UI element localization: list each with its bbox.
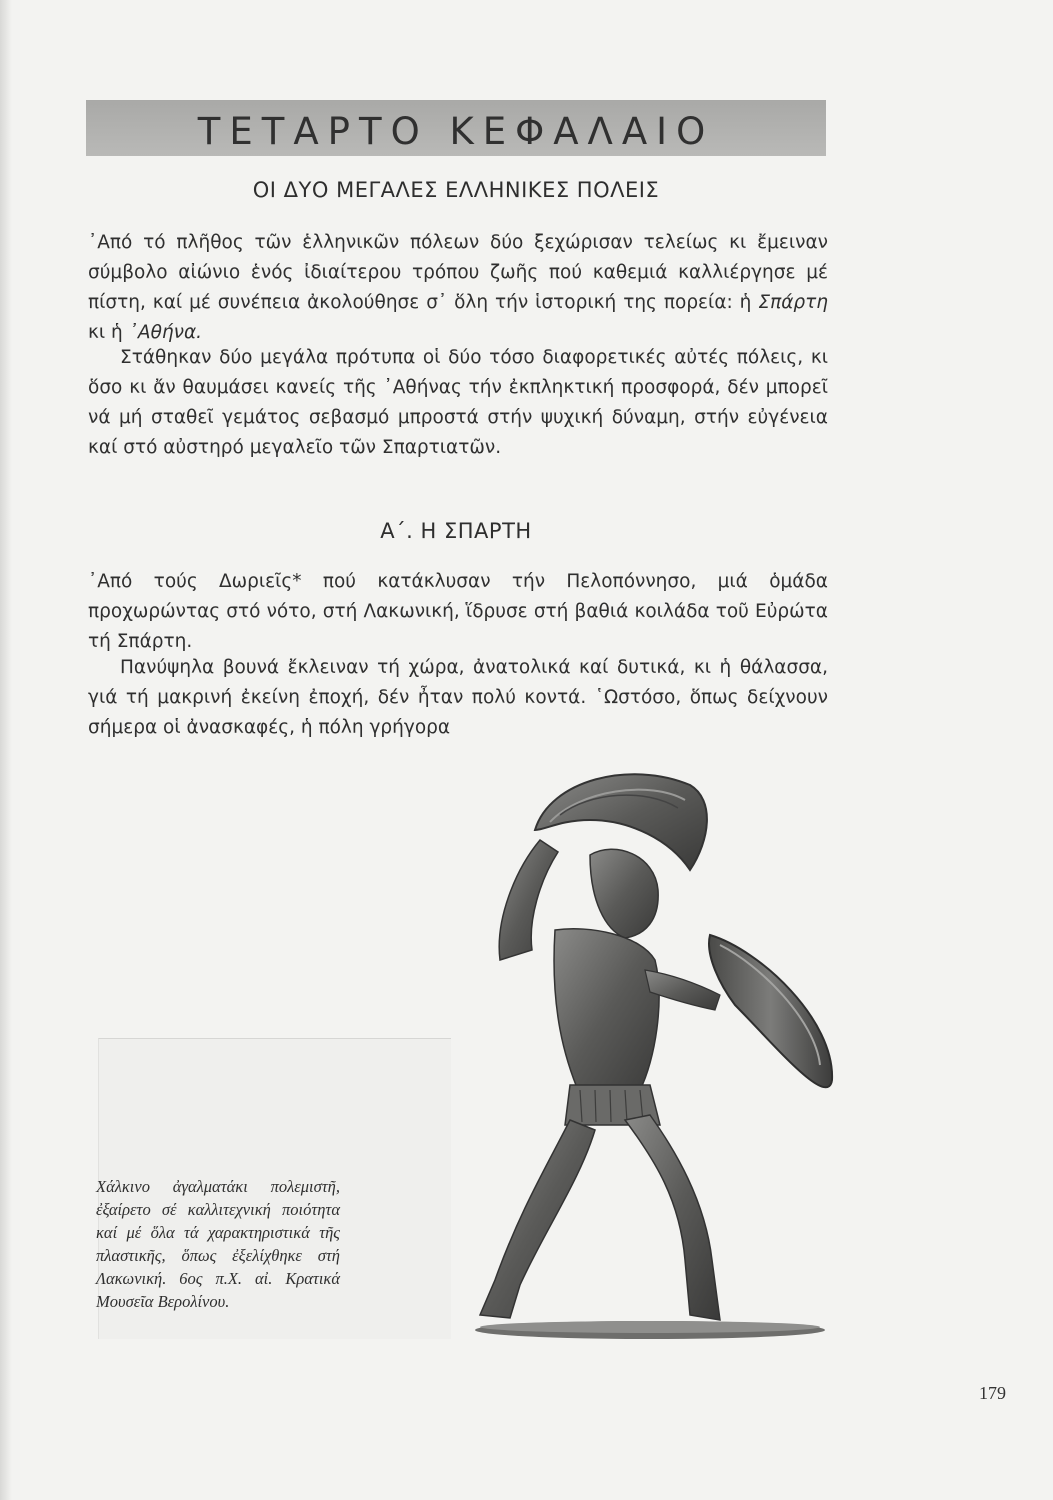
subsection-title: Α΄. Η ΣΠΑΡΤΗ	[380, 519, 532, 543]
figure-caption: Χάλκινο ἀγαλματάκι πολεμιστῆ, ἐξαίρετο σέ καλλιτεχνική ποιότητα καί μέ ὅλα τά χαρακτηριστικά τῆς πλαστικῆς, ὅπως ἐξελίχθηκε στή Λακωνική. 6ος π.Χ. αἰ. Κρατικά Μουσεῖα Βερολίνου.	[96, 1177, 340, 1311]
paragraph-intro-text: ᾿Από τό πλῆθος τῶν ἑλληνικῶν πόλεων δύο ξεχώρισαν τελείως κι ἔμειναν σύμβολο αἰώνιο ἑνός ἰδιαίτερου τρόπου ζωῆς πού καθεμιά καλλιέργησε μέ πίστη, καί μέ συνέπεια ἀκολούθησε σ᾿ ὅλη τήν ἱστορική της πορεία: ἡ	[88, 232, 828, 313]
athens-name: ᾿Αθήνα.	[128, 322, 203, 343]
paragraph-geography-text: Πανύψηλα βουνά ἔκλειναν τή χώρα, ἀνατολικά καί δυτικά, κι ἡ θάλασσα, γιά τή μακρινή ἐκείνη ἐποχή, δέν ἦταν πολύ κοντά. ῾Ωστόσο, ὅπως δείχνουν σήμερα οἱ ἀνασκαφές, ἡ πόλη γρήγορα	[88, 657, 828, 738]
paragraph-intro	[88, 228, 828, 348]
chapter-title: ΤΕΤΑΡΤΟ ΚΕΦΑΛΑΙΟ	[197, 110, 715, 153]
paragraph-comparison	[88, 343, 828, 463]
paragraph-comparison-text: Στάθηκαν δύο μεγάλα πρότυπα οἱ δύο τόσο διαφορετικές αὐτές πόλεις, κι ὅσο κι ἄν θαυμάσει κανείς τῆς ᾿Αθήνας τήν ἐκπληκτική προσφορά, δέν μπορεῖ νά μή σταθεῖ γεμάτος σεβασμό μπροστά στήν ψυχική δύναμη, στήν εὐγένεια καί στό αὐστηρό μεγαλεῖο τῶν Σπαρτιατῶν.	[88, 347, 828, 458]
warrior-statuette-illustration	[440, 760, 840, 1350]
warrior-statuette-figure	[440, 760, 840, 1350]
page-edge-shadow	[0, 0, 12, 1500]
section-title: ΟΙ ΔΥΟ ΜΕΓΑΛΕΣ ΕΛΛΗΝΙΚΕΣ ΠΟΛΕΙΣ	[252, 178, 660, 202]
paragraph-dorians-text: ᾿Από τούς Δωριεῖς* πού κατάκλυσαν τήν Πελοπόννησο, μιά ὁμάδα προχωρώντας στό νότο, στή Λακωνική, ἵδρυσε στή βαθιά κοιλάδα τοῦ Εὐρώτα τή Σπάρτη.	[88, 571, 828, 652]
page-number: 179	[979, 1383, 1006, 1403]
paragraph-intro-conj: κι ἡ	[88, 322, 123, 343]
paragraph-dorians	[88, 567, 828, 657]
sparta-name: Σπάρτη	[758, 292, 829, 313]
paragraph-geography	[88, 653, 828, 743]
